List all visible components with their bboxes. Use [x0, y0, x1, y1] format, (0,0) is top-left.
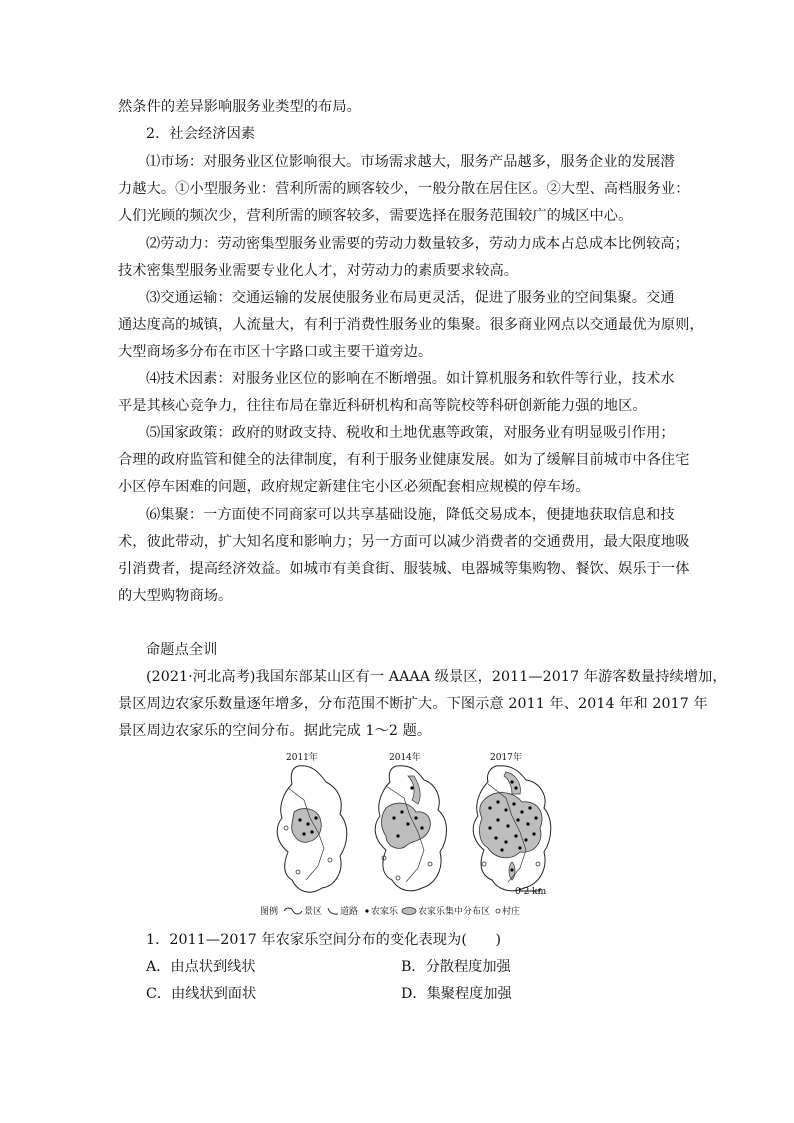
farmstay-dot [302, 832, 305, 835]
legend-title: 图例 [260, 907, 279, 917]
text-line-market-3: 人们光顾的频次少，营利所需的顾客较多，需要选择在服务范围较广的城区中心。 [118, 208, 633, 224]
text-line-1: 然条件的差异影响服务业类型的布局。 [118, 99, 361, 115]
text-line-transport-3: 大型商场多分布在市区十字路口或主要干道旁边。 [118, 344, 433, 360]
option-c[interactable]: C．由线状到面状 [146, 986, 257, 1002]
training-intro-2: 景区周边农家乐数量逐年增多，分布范围不断扩大。下图示意 2011 年、2014 年和 2017 年 [118, 696, 708, 712]
text-line-labor-2: 技术密集型服务业需要专业化人才，对劳动力的素质要求较高。 [118, 263, 519, 279]
panel-title-2011: 2011年 [286, 753, 318, 763]
farmstay-dot [414, 816, 417, 819]
map-panel-2017 [473, 766, 551, 897]
village-marker [328, 858, 332, 862]
farmstay-dot [392, 816, 395, 819]
legend-scenic: 景区 [304, 907, 323, 917]
legend-cluster: 农家乐集中分布区 [418, 907, 491, 917]
map-svg [258, 748, 558, 920]
cluster-area-2017 [480, 793, 542, 858]
cluster-area-2014 [382, 803, 431, 848]
farmstay-dot [400, 810, 403, 813]
question-1-stem: 1．2011—2017 年农家乐空间分布的变化表现为( ) [146, 932, 502, 948]
farmstay-dot [396, 834, 399, 837]
map-panel-2014 [375, 766, 446, 891]
village-marker [482, 862, 486, 866]
text-line-agglomeration-1: ⑹集聚：一方面使不同商家可以共享基础设施，降低交易成本，便捷地获取信息和技 [146, 507, 675, 523]
village-marker [284, 826, 288, 830]
farmstay-dot [420, 826, 423, 829]
text-line-agglomeration-4: 的大型购物商场。 [118, 588, 233, 604]
text-line-tech-2: 平是其核心竞争力，往往布局在靠近科研机构和高等院校等科研创新能力强的地区。 [118, 398, 647, 414]
training-intro-1: (2021·河北高考)我国东部某山区有一 AAAA 级景区，2011—2017 年游客数量持续增加， [146, 669, 727, 685]
farmstay-dot [306, 822, 309, 825]
text-line-transport-2: 通达度高的城镇，人流量大，有利于消费性服务业的集聚。很多商业网点以交通最优为原则， [118, 317, 704, 333]
legend-scenic-icon [284, 908, 302, 914]
text-line-agglomeration-3: 引消费者，提高经济效益。如城市有美食街、服装城、电器城等集购物、餐饮、娱乐于一体 [118, 561, 690, 577]
legend-farmstay-icon [365, 909, 368, 912]
legend-road-icon [328, 908, 338, 914]
village-marker [296, 870, 300, 874]
cluster-area-2011 [292, 809, 322, 843]
farmstay-dot [314, 816, 317, 819]
text-line-tech-1: ⑷技术因素：对服务业区位的影响在不断增强。如计算机服务和软件等行业，技术水 [146, 371, 675, 387]
legend-road: 道路 [340, 907, 359, 917]
distribution-map-figure [258, 748, 558, 920]
farmstay-dot [310, 830, 313, 833]
map-legend [260, 905, 520, 917]
legend-cluster-icon [402, 908, 416, 915]
text-line-policy-1: ⑸国家政策：政府的财政支持、税收和土地优惠等政策，对服务业有明显吸引作用； [146, 425, 675, 441]
option-d[interactable]: D．集聚程度加强 [401, 986, 512, 1002]
text-line-market-2: 力越大。①小型服务业：营利所需的顾客较少，一般分散在居住区。②大型、高档服务业： [118, 181, 690, 197]
farmstay-dot [298, 818, 301, 821]
legend-farmstay: 农家乐 [371, 907, 399, 917]
option-a[interactable]: A．由点状到线状 [146, 959, 256, 975]
panel-title-2014: 2014年 [389, 753, 421, 763]
farmstay-dot [406, 822, 409, 825]
cluster-area-2014-north [408, 776, 420, 804]
text-line-market-1: ⑴市场：对服务业区位影响很大。市场需求越大，服务产品越多，服务企业的发展潜 [146, 154, 675, 170]
panel-title-2017: 2017年 [490, 753, 522, 763]
farmstay-dot [410, 786, 413, 789]
option-b[interactable]: B．分散程度加强 [401, 959, 511, 975]
section-heading-socioeconomic: 2．社会经济因素 [146, 126, 256, 142]
training-intro-3: 景区周边农家乐的空间分布。据此完成 1～2 题。 [118, 723, 432, 739]
village-marker [428, 862, 432, 866]
scale-label: 0 2 km [515, 887, 547, 897]
text-line-policy-3: 小区停车困难的问题，政府规定新建住宅小区必须配套相应规模的停车场。 [118, 479, 590, 495]
text-line-agglomeration-2: 术，彼此带动，扩大知名度和影响力；另一方面可以减少消费者的交通费用，最大限度地吸 [118, 534, 690, 550]
text-line-policy-2: 合理的政府监管和健全的法律制度，有利于服务业健康发展。如为了缓解目前城市中各住宅 [118, 452, 690, 468]
training-heading: 命题点全训 [146, 642, 218, 658]
legend-village: 村庄 [502, 907, 521, 917]
village-marker [396, 876, 400, 880]
map-panel-2011 [277, 766, 347, 892]
legend-village-icon [496, 909, 500, 913]
text-line-transport-1: ⑶交通运输：交通运输的发展使服务业布局更灵活，促进了服务业的空间集聚。交通 [146, 290, 675, 306]
text-line-labor-1: ⑵劳动力：劳动密集型服务业需要的劳动力数量较多，劳动力成本占总成本比例较高； [146, 236, 689, 252]
village-marker [536, 862, 540, 866]
